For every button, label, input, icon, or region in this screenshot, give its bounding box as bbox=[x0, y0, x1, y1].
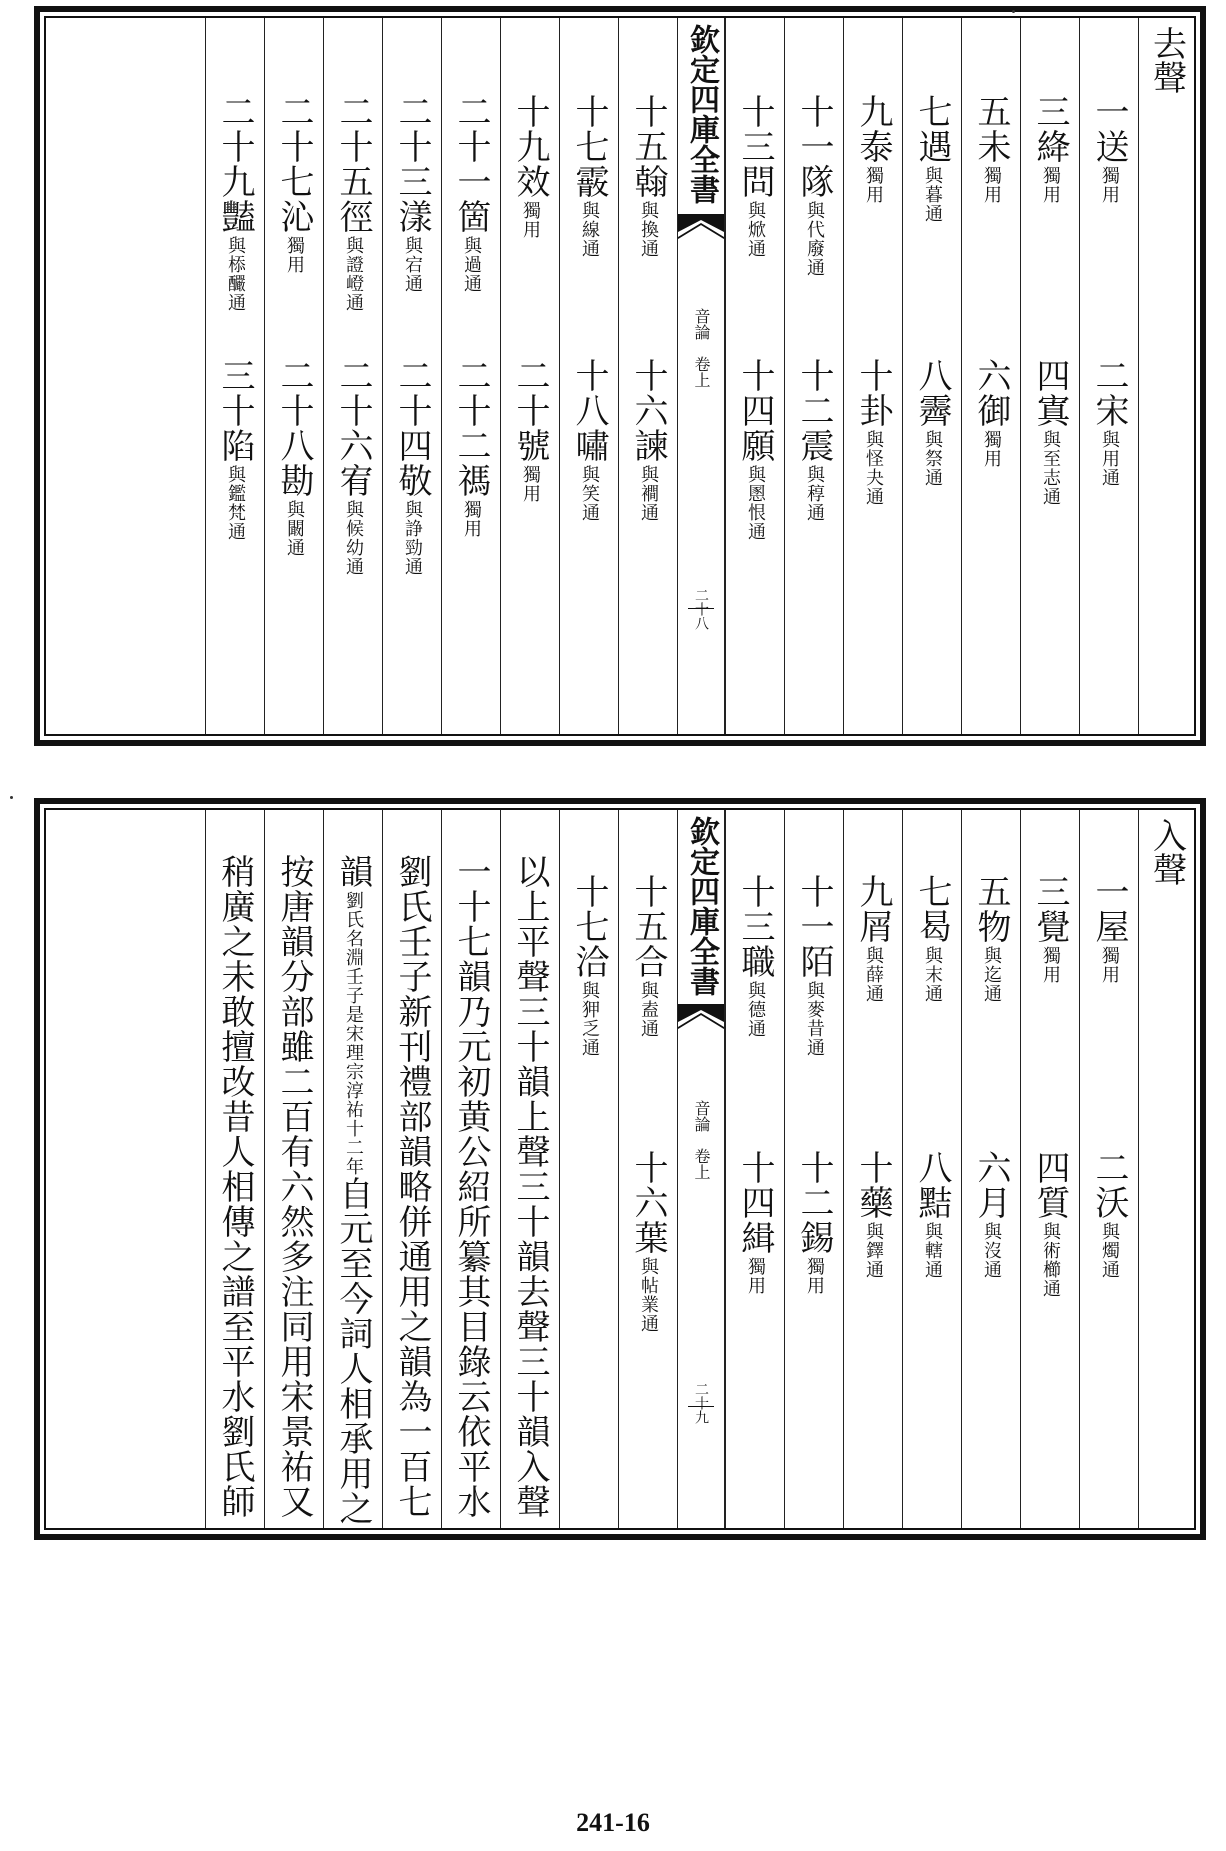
rhyme-note: 與帖業通 bbox=[638, 1257, 659, 1333]
prose-text: 一十七韻乃元初黄公紹所纂其目錄云依平水 bbox=[451, 854, 491, 1519]
rhyme-entry bbox=[265, 94, 323, 274]
rhyme-name: 十三職 bbox=[735, 874, 775, 979]
rhyme-entry bbox=[560, 358, 618, 522]
rhyme-note: 與祭通 bbox=[922, 430, 943, 487]
rhyme-note: 與鐸通 bbox=[863, 1222, 884, 1279]
rhyme-note: 與笑通 bbox=[579, 465, 600, 522]
rhyme-note: 與燭通 bbox=[1099, 1222, 1120, 1279]
book-title: 欽定四庫全書 bbox=[684, 816, 719, 996]
rhyme-name: 六月 bbox=[971, 1150, 1011, 1220]
rhyme-entry bbox=[844, 874, 902, 1003]
rhyme-note: 與鑑梵通 bbox=[225, 465, 246, 541]
prose-line bbox=[206, 854, 264, 1519]
rhyme-name: 八霽 bbox=[912, 358, 952, 428]
rhyme-entry bbox=[726, 358, 784, 541]
rhyme-entry bbox=[844, 94, 902, 204]
fishtail-ornament bbox=[678, 998, 724, 1038]
rhyme-note: 與換通 bbox=[638, 201, 659, 258]
rhyme-note: 與怪夬通 bbox=[863, 430, 884, 506]
ink-speck bbox=[10, 796, 13, 799]
bottom_page-rhyme-column bbox=[725, 810, 784, 1528]
center-rule bbox=[688, 1406, 714, 1407]
fishtail-ornament bbox=[678, 208, 724, 248]
bottom_page-rhyme-column bbox=[559, 810, 618, 1528]
prose-text: 劉氏壬子新刊禮部韻略併通用之韻為一百七 bbox=[392, 854, 432, 1519]
bottom_page-rhyme-column bbox=[1020, 810, 1079, 1528]
bottom_page-heading-column bbox=[1138, 810, 1194, 1528]
bottom_page-rhyme-column bbox=[784, 810, 843, 1528]
prose-text: 韻 bbox=[333, 854, 373, 889]
rhyme-name: 七遇 bbox=[912, 94, 952, 164]
rhyme-name: 十六葉 bbox=[628, 1150, 668, 1255]
bottom_page-prose-column bbox=[441, 810, 500, 1528]
section-heading: 入聲 bbox=[1146, 818, 1187, 886]
rhyme-note: 與過通 bbox=[461, 236, 482, 293]
rhyme-name: 九泰 bbox=[853, 94, 893, 164]
rhyme-note: 與襇通 bbox=[638, 465, 659, 522]
rhyme-note: 與證嶝通 bbox=[343, 236, 364, 312]
bottom_page-prose-column bbox=[205, 810, 264, 1528]
top_page-rhyme-column bbox=[843, 18, 902, 734]
rhyme-note: 與代廢通 bbox=[804, 201, 825, 277]
rhyme-entry bbox=[206, 94, 264, 312]
rhyme-name: 十六諫 bbox=[628, 358, 668, 463]
top_page-rhyme-column bbox=[205, 18, 264, 734]
prose-line bbox=[265, 854, 323, 1519]
rhyme-note: 與暮通 bbox=[922, 166, 943, 223]
rhyme-note: 獨用 bbox=[981, 430, 1002, 468]
bottom_page-rhyme-column bbox=[618, 810, 677, 1528]
rhyme-entry bbox=[903, 358, 961, 487]
bottom_page-prose-column bbox=[264, 810, 323, 1528]
rhyme-note: 與宕通 bbox=[402, 236, 423, 293]
rhyme-name: 三十陷 bbox=[215, 358, 255, 463]
rhyme-name: 二十一箇 bbox=[451, 94, 491, 234]
rhyme-note: 與諍勁通 bbox=[402, 500, 423, 576]
rhyme-note: 與轄通 bbox=[922, 1222, 943, 1279]
rhyme-entry bbox=[501, 358, 559, 503]
rhyme-entry bbox=[619, 358, 677, 522]
rhyme-name: 十一隊 bbox=[794, 94, 834, 199]
top_page-rhyme-column bbox=[1020, 18, 1079, 734]
rhyme-entry bbox=[560, 94, 618, 258]
rhyme-name: 二十七沁 bbox=[274, 94, 314, 234]
top_page-rhyme-column bbox=[382, 18, 441, 734]
bottom_page-prose-column bbox=[323, 810, 382, 1528]
rhyme-name: 二十三漾 bbox=[392, 94, 432, 234]
rhyme-name: 三覺 bbox=[1030, 874, 1070, 944]
top-page-frame bbox=[34, 6, 1206, 746]
bottom-page-frame bbox=[34, 798, 1206, 1540]
rhyme-note: 與候幼通 bbox=[343, 500, 364, 576]
top_page-rhyme-column bbox=[1079, 18, 1138, 734]
section-heading: 去聲 bbox=[1146, 26, 1187, 94]
rhyme-name: 十八嘯 bbox=[569, 358, 609, 463]
rhyme-note: 獨用 bbox=[461, 500, 482, 538]
prose-text: 自元至今詞人相承用之 bbox=[333, 1176, 373, 1526]
top_page-rhyme-column bbox=[618, 18, 677, 734]
rhyme-note: 獨用 bbox=[1099, 166, 1120, 204]
rhyme-note: 獨用 bbox=[520, 465, 541, 503]
rhyme-note: 獨用 bbox=[863, 166, 884, 204]
rhyme-entry bbox=[619, 94, 677, 258]
bottom_page-center-margin bbox=[677, 810, 725, 1528]
ink-speck bbox=[1012, 10, 1015, 13]
rhyme-note: 與薛通 bbox=[863, 946, 884, 1003]
bottom_page-rhyme-column bbox=[843, 810, 902, 1528]
rhyme-name: 十二震 bbox=[794, 358, 834, 463]
rhyme-name: 二十六宥 bbox=[333, 358, 373, 498]
rhyme-name: 十一陌 bbox=[794, 874, 834, 979]
rhyme-name: 二十四敬 bbox=[392, 358, 432, 498]
rhyme-name: 二宋 bbox=[1089, 358, 1129, 428]
bottom_page-rhyme-column bbox=[902, 810, 961, 1528]
rhyme-name: 十二錫 bbox=[794, 1150, 834, 1255]
rhyme-note: 與末通 bbox=[922, 946, 943, 1003]
rhyme-name: 一屋 bbox=[1089, 874, 1129, 944]
rhyme-note: 獨用 bbox=[745, 1257, 766, 1295]
rhyme-entry bbox=[383, 94, 441, 293]
rhyme-name: 三絳 bbox=[1030, 94, 1070, 164]
book-title: 欽定四庫全書 bbox=[684, 24, 719, 204]
rhyme-entry bbox=[962, 94, 1020, 204]
rhyme-entry bbox=[903, 94, 961, 223]
rhyme-name: 十卦 bbox=[853, 358, 893, 428]
top_page-rhyme-column bbox=[500, 18, 559, 734]
rhyme-note: 與沒通 bbox=[981, 1222, 1002, 1279]
rhyme-entry bbox=[206, 358, 264, 541]
bottom-page-grid bbox=[44, 808, 1196, 1530]
top_page-rhyme-column bbox=[559, 18, 618, 734]
rhyme-entry bbox=[442, 358, 500, 538]
rhyme-entry bbox=[1021, 94, 1079, 204]
rhyme-name: 十五合 bbox=[628, 874, 668, 979]
top_page-rhyme-column bbox=[902, 18, 961, 734]
top_page-rhyme-column bbox=[961, 18, 1020, 734]
prose-text: 以上平聲三十韻上聲三十韻去聲三十韻入聲 bbox=[510, 854, 550, 1519]
rhyme-entry bbox=[1080, 1150, 1138, 1279]
rhyme-note: 與盍通 bbox=[638, 981, 659, 1038]
top_page-rhyme-column bbox=[323, 18, 382, 734]
rhyme-note: 與術櫛通 bbox=[1040, 1222, 1061, 1298]
rhyme-note: 獨用 bbox=[284, 236, 305, 274]
rhyme-note: 與線通 bbox=[579, 201, 600, 258]
rhyme-note: 與㮇釅通 bbox=[225, 236, 246, 312]
rhyme-entry bbox=[1080, 874, 1138, 984]
rhyme-note: 與慁恨通 bbox=[745, 465, 766, 541]
rhyme-name: 二十號 bbox=[510, 358, 550, 463]
top_page-rhyme-column bbox=[264, 18, 323, 734]
rhyme-entry bbox=[442, 94, 500, 293]
rhyme-note: 獨用 bbox=[804, 1257, 825, 1295]
rhyme-entry bbox=[383, 358, 441, 576]
rhyme-entry bbox=[1021, 358, 1079, 506]
rhyme-entry bbox=[962, 358, 1020, 468]
rhyme-name: 十三問 bbox=[735, 94, 775, 199]
rhyme-note: 與用通 bbox=[1099, 430, 1120, 487]
prose-line bbox=[442, 854, 500, 1519]
rhyme-note: 獨用 bbox=[520, 201, 541, 239]
rhyme-note: 與德通 bbox=[745, 981, 766, 1038]
rhyme-name: 七曷 bbox=[912, 874, 952, 944]
rhyme-name: 二十二禡 bbox=[451, 358, 491, 498]
rhyme-entry bbox=[1021, 1150, 1079, 1298]
rhyme-name: 二沃 bbox=[1089, 1150, 1129, 1220]
top_page-heading-column bbox=[1138, 18, 1194, 734]
rhyme-entry bbox=[1021, 874, 1079, 984]
rhyme-entry bbox=[265, 358, 323, 557]
rhyme-name: 四寘 bbox=[1030, 358, 1070, 428]
rhyme-entry bbox=[785, 94, 843, 277]
prose-line bbox=[383, 854, 441, 1519]
bottom_page-rhyme-column bbox=[1079, 810, 1138, 1528]
rhyme-name: 十五翰 bbox=[628, 94, 668, 199]
rhyme-name: 十七洽 bbox=[569, 874, 609, 979]
leaf-number: 二十九 bbox=[693, 1382, 709, 1424]
rhyme-entry bbox=[324, 358, 382, 576]
prose-line bbox=[324, 854, 382, 1526]
rhyme-entry bbox=[324, 94, 382, 312]
volume-label: 音論 卷上 bbox=[692, 308, 711, 388]
rhyme-note: 與稕通 bbox=[804, 465, 825, 522]
rhyme-entry bbox=[619, 1150, 677, 1333]
leaf-number: 二十八 bbox=[693, 588, 709, 630]
center-rule bbox=[688, 608, 714, 609]
bottom_page-prose-column bbox=[382, 810, 441, 1528]
volume-label: 音論 卷上 bbox=[692, 1100, 711, 1180]
rhyme-name: 十四願 bbox=[735, 358, 775, 463]
top-page-grid bbox=[44, 16, 1196, 736]
rhyme-note: 與狎乏通 bbox=[579, 981, 600, 1057]
prose-text: 稍廣之未敢擅改昔人相傳之譜至平水劉氏師 bbox=[215, 854, 255, 1519]
rhyme-entry bbox=[1080, 358, 1138, 487]
rhyme-entry bbox=[501, 94, 559, 239]
prose-text: 按唐韻分部雖二百有六然多注同用宋景祐又 bbox=[274, 854, 314, 1519]
rhyme-note: 獨用 bbox=[1040, 946, 1061, 984]
rhyme-name: 四質 bbox=[1030, 1150, 1070, 1220]
rhyme-entry bbox=[560, 874, 618, 1057]
rhyme-entry bbox=[962, 874, 1020, 1003]
rhyme-name: 十四緝 bbox=[735, 1150, 775, 1255]
rhyme-entry bbox=[785, 358, 843, 522]
rhyme-note: 與迄通 bbox=[981, 946, 1002, 1003]
rhyme-entry bbox=[903, 874, 961, 1003]
rhyme-name: 一送 bbox=[1089, 94, 1129, 164]
prose-inline-note: 劉氏名淵壬子是宋理宗淳祐十二年 bbox=[343, 891, 364, 1176]
rhyme-name: 十七霰 bbox=[569, 94, 609, 199]
top_page-rhyme-column bbox=[784, 18, 843, 734]
rhyme-name: 二十九豔 bbox=[215, 94, 255, 234]
rhyme-name: 二十五徑 bbox=[333, 94, 373, 234]
rhyme-note: 與至志通 bbox=[1040, 430, 1061, 506]
top_page-rhyme-column bbox=[441, 18, 500, 734]
rhyme-name: 二十八勘 bbox=[274, 358, 314, 498]
bottom_page-rhyme-column bbox=[961, 810, 1020, 1528]
rhyme-entry bbox=[1080, 94, 1138, 204]
rhyme-note: 與麥昔通 bbox=[804, 981, 825, 1057]
rhyme-name: 五物 bbox=[971, 874, 1011, 944]
top_page-rhyme-column bbox=[725, 18, 784, 734]
rhyme-note: 獨用 bbox=[981, 166, 1002, 204]
rhyme-entry bbox=[844, 1150, 902, 1279]
rhyme-entry bbox=[726, 874, 784, 1038]
rhyme-entry bbox=[903, 1150, 961, 1279]
rhyme-entry bbox=[844, 358, 902, 506]
rhyme-note: 獨用 bbox=[1099, 946, 1120, 984]
rhyme-name: 十藥 bbox=[853, 1150, 893, 1220]
rhyme-entry bbox=[785, 874, 843, 1057]
rhyme-entry bbox=[962, 1150, 1020, 1279]
rhyme-entry bbox=[726, 1150, 784, 1295]
rhyme-name: 六御 bbox=[971, 358, 1011, 428]
rhyme-note: 與焮通 bbox=[745, 201, 766, 258]
prose-line bbox=[501, 854, 559, 1519]
bottom_page-prose-column bbox=[500, 810, 559, 1528]
rhyme-entry bbox=[726, 94, 784, 258]
rhyme-note: 與闞通 bbox=[284, 500, 305, 557]
rhyme-name: 十九效 bbox=[510, 94, 550, 199]
rhyme-entry bbox=[619, 874, 677, 1038]
rhyme-name: 九屑 bbox=[853, 874, 893, 944]
rhyme-entry bbox=[785, 1150, 843, 1295]
top_page-center-margin bbox=[677, 18, 725, 734]
rhyme-name: 八黠 bbox=[912, 1150, 952, 1220]
rhyme-name: 五未 bbox=[971, 94, 1011, 164]
page-footer-number: 241-16 bbox=[576, 1808, 650, 1837]
rhyme-note: 獨用 bbox=[1040, 166, 1061, 204]
